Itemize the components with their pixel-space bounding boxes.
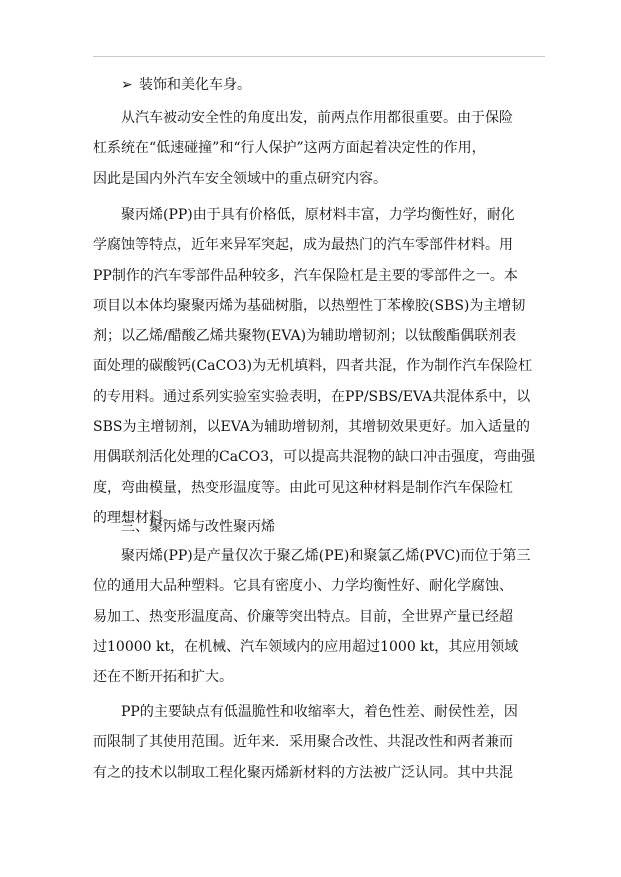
bullet-item	[121, 72, 251, 98]
paragraph-1	[93, 103, 545, 194]
paragraph-3	[93, 541, 545, 692]
paragraph-line: 还在不断开拓和扩大。	[93, 669, 233, 686]
paragraph-line: 用偶联剂活化处理的CaCO3，可以提高共混物的缺口冲击强度，弯曲强	[93, 449, 536, 466]
paragraph-line: 过10000 kt，在机械、汽车领域内的应用超过1000 kt，其应用领域	[93, 638, 519, 655]
paragraph-line: 杠系统在“低速碰撞”和“行人保护”这两方面起着决定性的作用，	[93, 140, 486, 157]
paragraph-line: 而限制了其使用范围。近年来．采用聚合改性、共混改性和两者兼而	[93, 734, 513, 751]
paragraph-2	[93, 200, 545, 533]
paragraph-line: 因此是国内外汽车安全领域中的重点研究内容。	[93, 170, 387, 187]
paragraph-line: 聚丙烯(PP)是产量仅次于聚乙烯(PE)和聚氯乙烯(PVC)而位于第三	[121, 548, 531, 564]
paragraph-line: 剂；以乙烯/醋酸乙烯共聚物(EVA)为辅助增韧剂；以钛酸酯偶联剂表	[93, 328, 517, 345]
paragraph-4	[93, 697, 545, 788]
paragraph-line: SBS为主增韧剂，以EVA为辅助增韧剂，其增韧效果更好。加入适量的	[93, 419, 530, 436]
paragraph-line: 的理想材料。	[93, 509, 177, 526]
paragraph-line: 度，弯曲模量，热变形温度等。由此可见这种材料是制作汽车保险杠	[93, 479, 513, 496]
paragraph-line: PP制作的汽车零部件品种较多，汽车保险杠是主要的零部件之一。本	[93, 267, 518, 284]
paragraph-line: 聚丙烯(PP)由于具有价格低，原材料丰富，力学均衡性好，耐化	[121, 207, 515, 223]
paragraph-line: 从汽车被动安全性的角度出发，前两点作用都很重要。由于保险	[121, 110, 513, 126]
paragraph-line: 有之的技术以制取工程化聚丙烯新材料的方法被广泛认同。其中共混	[93, 764, 513, 781]
arrow-bullet-icon: ➢	[121, 77, 133, 93]
paragraph-line: 面处理的碳酸钙(CaCO3)为无机填料，四者共混，作为制作汽车保险杠	[93, 358, 533, 375]
paragraph-line: 学腐蚀等特点，近年来异军突起，成为最热门的汽车零部件材料。用	[93, 237, 513, 254]
header-rule	[93, 56, 545, 57]
paragraph-line: 的专用料。通过系列实验室实验表明，在PP/SBS/EVA共混体系中，以	[93, 388, 531, 405]
paragraph-line: 项目以本体均聚聚丙烯为基础树脂，以热塑性丁苯橡胶(SBS)为主增韧	[93, 297, 526, 314]
paragraph-line: 位的通用大品种塑料。它具有密度小、力学均衡性好、耐化学腐蚀、	[93, 578, 513, 595]
section-heading: 三、聚丙烯与改性聚丙烯	[121, 519, 275, 535]
bullet-text: 装饰和美化车身。	[139, 77, 251, 93]
paragraph-line: 易加工、热变形温度高、价廉等突出特点。目前，全世界产量已经超	[93, 608, 513, 625]
paragraph-line: PP的主要缺点有低温脆性和收缩率大，着色性差、耐侯性差，因	[121, 704, 518, 720]
